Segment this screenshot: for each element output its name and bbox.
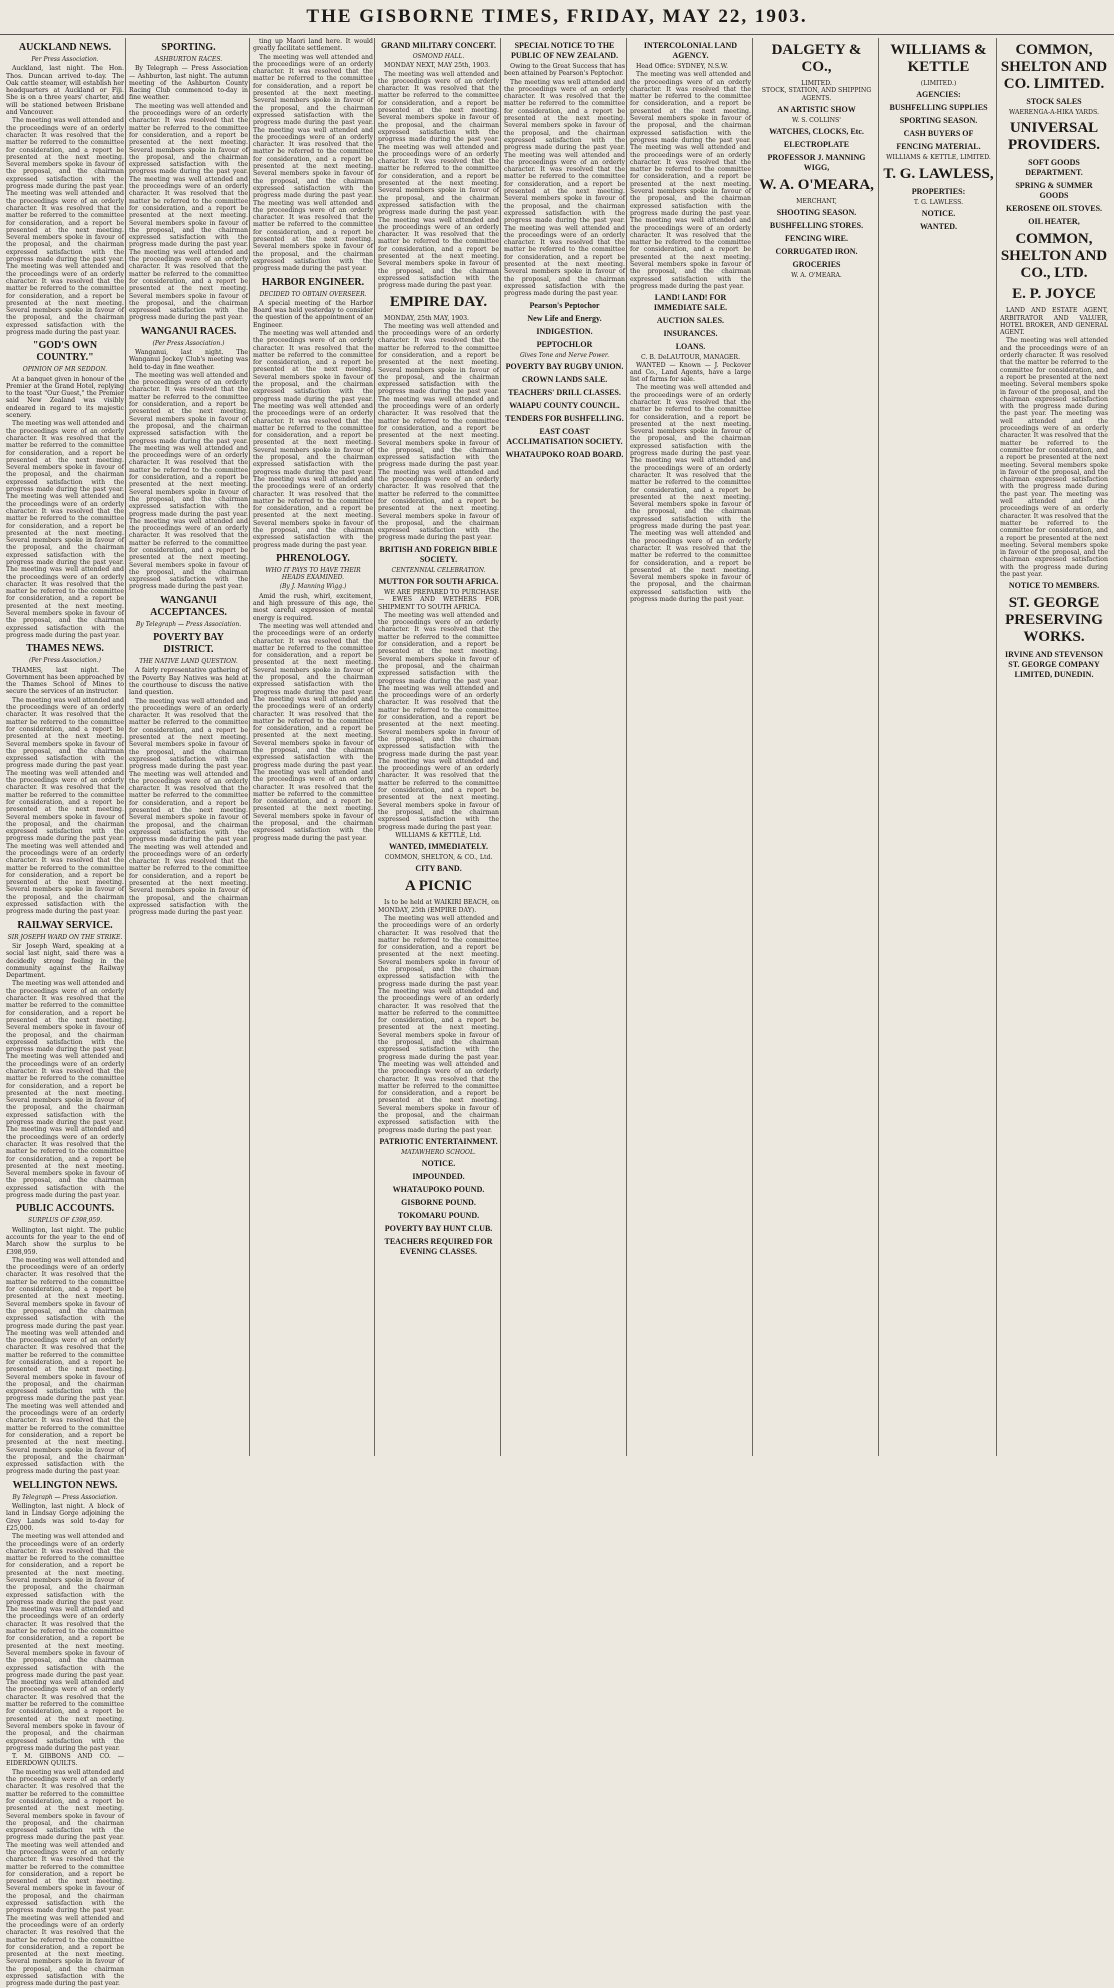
masthead <box>0 0 1114 35</box>
body-text-texture: The meeting was well attended and the proceedings were of an orderly character. It was resolved that the matter be referred to the committee for consideration, and a report be presented at the next meeting. Several members spoke in favour of the proposal, and the chairman expressed satisfaction with the progress made during the past year. The meeting was well attended and the proceedings were of an orderly character. It was resolved that the matter be referred to the committee for consideration, and a report be presented at the next meeting. Several members spoke in favour of the proposal, and the chairman expressed satisfaction with the progress made during the past year. The meeting was well attended and the proceedings were of an orderly character. It was resolved that the matter be referred to the committee for consideration, and a report be presented at the next meeting. Several members spoke in favour of the proposal, and the chairman expressed satisfaction with the progress made during the past year. <box>504 78 625 298</box>
heading: POVERTY BAY DISTRICT. <box>153 632 224 656</box>
article-paragraph: WANTED — Known — J. Peckover and Co., Land Agents, have a large list of farms for sale. <box>630 361 751 384</box>
heading: W. A. O'MEARA, <box>759 177 874 194</box>
heading: INSURANCES. <box>663 329 718 339</box>
heading: SHOOTING SEASON. <box>776 208 857 218</box>
subheading: (By J. Manning Wigg.) <box>279 583 347 591</box>
subheading: Per Press Association. <box>31 56 99 63</box>
column-1 <box>6 38 124 1988</box>
heading: TENDERS FOR BUSHFELLING. <box>505 413 624 423</box>
column-7 <box>756 38 877 1456</box>
heading: AGENCIES: <box>916 90 961 100</box>
subheading: OSMOND HALL. <box>412 53 465 60</box>
article-paragraph: Is to be held at WAIKIRI BEACH, on MONDAY, 25th (EMPIRE DAY). <box>378 899 499 914</box>
body-text-texture: The meeting was well attended and the proceedings were of an orderly character. It was resolved that the matter be referred to the committee for consideration, and a report be presented at the next meeting. Several members spoke in favour of the proposal, and the chairman expressed satisfaction with the progress made during the past year. The meeting was well attended and the proceedings were of an orderly character. It was resolved that the matter be referred to the committee for consideration, and a report be presented at the next meeting. Several members spoke in favour of the proposal, and the chairman expressed satisfaction with the progress made during the past year. The meeting was well attended and the proceedings were of an orderly character. It was resolved that the matter be referred to the committee for consideration, and a report be presented at the next meeting. Several members spoke in favour of the proposal, and the chairman expressed satisfaction with the progress made during the past year. <box>630 384 751 603</box>
article-paragraph: At a banquet given in honour of the Premier at the Grand Hotel, replying to the toast "Our Guest," the Premier said New Zealand was visibly endeared in regard to its majestic scenery. <box>6 375 124 420</box>
heading: "GOD'S OWN COUNTRY." <box>32 340 98 364</box>
column-2 <box>129 38 248 1456</box>
subheading: By Telegraph — Press Association. <box>12 1493 118 1501</box>
subheading: DECIDED TO OBTAIN OVERSEER. <box>259 290 367 298</box>
heading: GISBORNE POUND. <box>401 1198 476 1208</box>
column-9 <box>1000 38 1108 1456</box>
column-5 <box>504 38 625 1456</box>
heading: COMMON, SHELTON AND CO. LIMITED. <box>1000 42 1108 92</box>
heading: UNIVERSAL PROVIDERS. <box>1007 120 1101 154</box>
subheading: By Telegraph — Press Association. <box>135 620 242 628</box>
body-text-texture: The meeting was well attended and the proceedings were of an orderly character. It was resolved that the matter be referred to the committee for consideration, and a report be presented at the next meeting. Several members spoke in favour of the proposal, and the chairman expressed satisfaction with the progress made during the past year. The meeting was well attended and the proceedings were of an orderly character. It was resolved that the matter be referred to the committee for consideration, and a report be presented at the next meeting. Several members spoke in favour of the proposal, and the chairman expressed satisfaction with the progress made during the past year. The meeting was well attended and the proceedings were of an orderly character. It was resolved that the matter be referred to the committee for consideration, and a report be presented at the next meeting. Several members spoke in favour of the proposal, and the chairman expressed satisfaction with the progress made during the past year. <box>6 980 124 1200</box>
column-rule <box>626 38 627 1456</box>
heading: GRAND MILITARY CONCERT. <box>380 41 497 50</box>
heading: AUCKLAND NEWS. <box>18 42 112 53</box>
column-rule <box>500 38 501 1456</box>
heading: W. S. COLLINS' <box>792 116 841 124</box>
heading: SOFT GOODS DEPARTMENT. <box>1025 158 1083 178</box>
heading: WHATAUPOKO POUND. <box>392 1185 485 1195</box>
body-text-texture: The meeting was well attended and the proceedings were of an orderly character. It was resolved that the matter be referred to the committee for consideration, and a report be presented at the next meeting. Several members spoke in favour of the proposal, and the chairman expressed satisfaction with the progress made during the past year. The meeting was well attended and the proceedings were of an orderly character. It was resolved that the matter be referred to the committee for consideration, and a report be presented at the next meeting. Several members spoke in favour of the proposal, and the chairman expressed satisfaction with the progress made during the past year. The meeting was well attended and the proceedings were of an orderly character. It was resolved that the matter be referred to the committee for consideration, and a report be presented at the next meeting. Several members spoke in favour of the proposal, and the chairman expressed satisfaction with the progress made during the past year. <box>630 71 751 290</box>
column-6 <box>630 38 751 1456</box>
heading: WELLINGTON NEWS. <box>12 1479 118 1491</box>
heading: INDIGESTION. <box>536 326 593 336</box>
column-3 <box>253 38 373 1456</box>
body-text-texture: The meeting was well attended and the proceedings were of an orderly character. It was resolved that the matter be referred to the committee for consideration, and a report be presented at the next meeting. Several members spoke in favour of the proposal, and the chairman expressed satisfaction with the progress made during the past year. The meeting was well attended and the proceedings were of an orderly character. It was resolved that the matter be referred to the committee for consideration, and a report be presented at the next meeting. Several members spoke in favour of the proposal, and the chairman expressed satisfaction with the progress made during the past year. The meeting was well attended and the proceedings were of an orderly character. It was resolved that the matter be referred to the committee for consideration, and a report be presented at the next meeting. Several members spoke in favour of the proposal, and the chairman expressed satisfaction with the progress made during the past year. <box>253 622 373 842</box>
body-text-texture: The meeting was well attended and the proceedings were of an orderly character. It was resolved that the matter be referred to the committee for consideration, and a report be presented at the next meeting. Several members spoke in favour of the proposal, and the chairman expressed satisfaction with the progress made during the past year. The meeting was well attended and the proceedings were of an orderly character. It was resolved that the matter be referred to the committee for consideration, and a report be presented at the next meeting. Several members spoke in favour of the proposal, and the chairman expressed satisfaction with the progress made during the past year. The meeting was well attended and the proceedings were of an orderly character. It was resolved that the matter be referred to the committee for consideration, and a report be presented at the next meeting. Several members spoke in favour of the proposal, and the chairman expressed satisfaction with the progress made during the past year. <box>378 611 499 831</box>
subheading: CENTENNIAL CELEBRATION. <box>391 566 486 574</box>
heading: INTERCOLONIAL LAND AGENCY. <box>643 41 738 60</box>
heading: SPORTING SEASON. <box>899 116 978 126</box>
heading: WATCHES, CLOCKS, Etc. <box>769 127 864 137</box>
heading: SPORTING. <box>161 42 216 53</box>
body-text-texture: The meeting was well attended and the proceedings were of an orderly character. It was resolved that the matter be referred to the committee for consideration, and a report be presented at the next meeting. Several members spoke in favour of the proposal, and the chairman expressed satisfaction with the progress made during the past year. The meeting was well attended and the proceedings were of an orderly character. It was resolved that the matter be referred to the committee for consideration, and a report be presented at the next meeting. Several members spoke in favour of the proposal, and the chairman expressed satisfaction with the progress made during the past year. The meeting was well attended and the proceedings were of an orderly character. It was resolved that the matter be referred to the committee for consideration, and a report be presented at the next meeting. Several members spoke in favour of the proposal, and the chairman expressed satisfaction with the progress made during the past year. <box>378 322 499 542</box>
body-text-texture: The meeting was well attended and the proceedings were of an orderly character. It was resolved that the matter be referred to the committee for consideration, and a report be presented at the next meeting. Several members spoke in favour of the proposal, and the chairman expressed satisfaction with the progress made during the past year. The meeting was well attended and the proceedings were of an orderly character. It was resolved that the matter be referred to the committee for consideration, and a report be presented at the next meeting. Several members spoke in favour of the proposal, and the chairman expressed satisfaction with the progress made during the past year. The meeting was well attended and the proceedings were of an orderly character. It was resolved that the matter be referred to the committee for consideration, and a report be presented at the next meeting. Several members spoke in favour of the proposal, and the chairman expressed satisfaction with the progress made during the past year. <box>129 371 248 591</box>
article-paragraph: Head Office: SYDNEY, N.S.W. <box>636 63 728 70</box>
heading: NOTICE. <box>921 208 956 218</box>
column-rule <box>125 38 126 1456</box>
heading: WANTED. <box>919 221 958 231</box>
heading: STOCK, STATION, AND SHIPPING AGENTS. <box>761 87 872 102</box>
column-rule <box>878 38 879 1456</box>
heading: W. A. O'MEARA. <box>791 272 842 280</box>
heading: PROFESSOR J. MANNING WIGG, <box>767 153 866 173</box>
subheading: (Per Press Association.) <box>29 657 101 665</box>
heading: WHATAUPOKO ROAD BOARD. <box>505 449 624 459</box>
heading: PEPTOCHLOR <box>536 339 593 349</box>
heading: SPECIAL NOTICE TO THE PUBLIC OF NEW ZEALAND. <box>510 41 619 60</box>
heading: TOKOMARU POUND. <box>397 1211 480 1221</box>
column-rule <box>374 38 375 1456</box>
heading: ELECTROPLATE <box>783 140 850 150</box>
heading: COMMON, SHELTON, & CO., Ltd. <box>384 854 493 862</box>
heading: NOTICE TO MEMBERS. <box>1008 581 1100 591</box>
subheading: SURPLUS OF £398,959. <box>28 1217 102 1225</box>
body-text-texture: The meeting was well attended and the proceedings were of an orderly character. It was resolved that the matter be referred to the committee for consideration, and a report be presented at the next meeting. Several members spoke in favour of the proposal, and the chairman expressed satisfaction with the progress made during the past year. The meeting was well attended and the proceedings were of an orderly character. It was resolved that the matter be referred to the committee for consideration, and a report be presented at the next meeting. Several members spoke in favour of the proposal, and the chairman expressed satisfaction with the progress made during the past year. The meeting was well attended and the proceedings were of an orderly character. It was resolved that the matter be referred to the committee for consideration, and a report be presented at the next meeting. Several members spoke in favour of the proposal, and the chairman expressed satisfaction with the progress made during the past year. <box>1000 337 1108 578</box>
subheading: Gives Tone and Nerve Power. <box>519 351 610 359</box>
body-text-texture: The meeting was well attended and the proceedings were of an orderly character. It was resolved that the matter be referred to the committee for consideration, and a report be presented at the next meeting. Several members spoke in favour of the proposal, and the chairman expressed satisfaction with the progress made during the past year. The meeting was well attended and the proceedings were of an orderly character. It was resolved that the matter be referred to the committee for consideration, and a report be presented at the next meeting. Several members spoke in favour of the proposal, and the chairman expressed satisfaction with the progress made during the past year. The meeting was well attended and the proceedings were of an orderly character. It was resolved that the matter be referred to the committee for consideration, and a report be presented at the next meeting. Several members spoke in favour of the proposal, and the chairman expressed satisfaction with the progress made during the past year. <box>6 420 124 639</box>
heading: OIL HEATER, <box>1028 217 1080 227</box>
heading: E. P. JOYCE <box>1012 286 1096 303</box>
article-paragraph: A special meeting of the Harbor Board was held yesterday to consider the question of the appointment of an Engineer. <box>253 299 373 329</box>
heading: RAILWAY SERVICE. <box>17 919 113 931</box>
heading: WANGANUI ACCEPTANCES. <box>150 594 227 618</box>
heading: WILLIAMS & KETTLE, Ltd. <box>395 831 482 839</box>
subheading: ASHBURTON RACES. <box>154 56 223 63</box>
heading: MERCHANT, <box>796 198 837 206</box>
heading: WILLIAMS & KETTLE <box>890 42 987 75</box>
subheading: OPINION OF MR SEDDON. <box>22 366 108 374</box>
heading: (LIMITED.) <box>920 80 957 87</box>
heading: WAIAPU COUNTY COUNCIL. <box>509 400 620 410</box>
article-paragraph: T. M. GIBBONS AND CO. — EIDERDOWN QUILTS. <box>6 1753 124 1768</box>
article-paragraph: MONDAY, 25th MAY, 1903. <box>384 314 470 322</box>
article-paragraph: WE ARE PREPARED TO PURCHASE — EWES AND WETHERS FOR SHIPMENT TO SOUTH AFRICA. <box>378 589 499 611</box>
body-text-texture: The meeting was well attended and the proceedings were of an orderly character. It was resolved that the matter be referred to the committee for consideration, and a report be presented at the next meeting. Several members spoke in favour of the proposal, and the chairman expressed satisfaction with the progress made during the past year. The meeting was well attended and the proceedings were of an orderly character. It was resolved that the matter be referred to the committee for consideration, and a report be presented at the next meeting. Several members spoke in favour of the proposal, and the chairman expressed satisfaction with the progress made during the past year. The meeting was well attended and the proceedings were of an orderly character. It was resolved that the matter be referred to the committee for consideration, and a report be presented at the next meeting. Several members spoke in favour of the proposal, and the chairman expressed satisfaction with the progress made during the past year. <box>6 117 124 336</box>
article-paragraph: Amid the rush, whirl, excitement, and high pressure of this age, the most careful expression of mental energy is required. <box>253 592 373 622</box>
heading: TEACHERS' DRILL CLASSES. <box>508 387 621 397</box>
heading: BUSHFELLING STORES. <box>769 221 864 231</box>
heading: T. G. LAWLESS. <box>913 198 964 206</box>
column-8 <box>882 38 995 1456</box>
heading: AUCTION SALES. <box>656 316 725 326</box>
heading: WILLIAMS & KETTLE, LIMITED. <box>886 154 991 162</box>
heading: WAERENGA-A-HIKA YARDS. <box>1008 109 1099 116</box>
heading: MUTTON FOR SOUTH AFRICA. <box>378 577 499 586</box>
article-paragraph: Wellington, last night. The public accounts for the year to the end of March show the surplus to be £398,959. <box>6 1226 124 1256</box>
heading: GROCERIES <box>792 260 841 270</box>
heading: HARBOR ENGINEER. <box>261 276 365 288</box>
heading: WANGANUI RACES. <box>140 325 237 337</box>
body-text-texture: The meeting was well attended and the proceedings were of an orderly character. It was resolved that the matter be referred to the committee for consideration, and a report be presented at the next meeting. Several members spoke in favour of the proposal, and the chairman expressed satisfaction with the progress made during the past year. The meeting was well attended and the proceedings were of an orderly character. It was resolved that the matter be referred to the committee for consideration, and a report be presented at the next meeting. Several members spoke in favour of the proposal, and the chairman expressed satisfaction with the progress made during the past year. The meeting was well attended and the proceedings were of an orderly character. It was resolved that the matter be referred to the committee for consideration, and a report be presented at the next meeting. Several members spoke in favour of the proposal, and the chairman expressed satisfaction with the progress made during the past year. <box>129 102 248 322</box>
article-paragraph: LAND AND ESTATE AGENT, ARBITRATOR AND VALUER, HOTEL BROKER, AND GENERAL AGENT. <box>1000 307 1108 337</box>
heading: POVERTY BAY RUGBY UNION. <box>505 361 624 371</box>
column-rule <box>996 38 997 1456</box>
body-text-texture: The meeting was well attended and the proceedings were of an orderly character. It was resolved that the matter be referred to the committee for consideration, and a report be presented at the next meeting. Several members spoke in favour of the proposal, and the chairman expressed satisfaction with the progress made during the past year. The meeting was well attended and the proceedings were of an orderly character. It was resolved that the matter be referred to the committee for consideration, and a report be presented at the next meeting. Several members spoke in favour of the proposal, and the chairman expressed satisfaction with the progress made during the past year. The meeting was well attended and the proceedings were of an orderly character. It was resolved that the matter be referred to the committee for consideration, and a report be presented at the next meeting. Several members spoke in favour of the proposal, and the chairman expressed satisfaction with the progress made during the past year. <box>253 53 373 273</box>
article-paragraph: Wellington, last night. A block of land in Lindsay Gorge adjoining the Grey Lands was sold to-day for £25,000. <box>6 1503 124 1532</box>
heading: BRITISH AND FOREIGN BIBLE SOCIETY. <box>379 544 498 564</box>
heading: STOCK SALES <box>1026 97 1082 106</box>
heading: DALGETY & CO., <box>771 42 862 75</box>
article-paragraph: MONDAY NEXT, MAY 25th, 1903. <box>384 62 491 70</box>
heading: Pearson's Peptochor <box>529 300 600 310</box>
heading: SPRING & SUMMER GOODS <box>1015 181 1093 201</box>
subheading: THE NATIVE LAND QUESTION. <box>139 658 238 666</box>
body-text-texture: The meeting was well attended and the proceedings were of an orderly character. It was resolved that the matter be referred to the committee for consideration, and a report be presented at the next meeting. Several members spoke in favour of the proposal, and the chairman expressed satisfaction with the progress made during the past year. The meeting was well attended and the proceedings were of an orderly character. It was resolved that the matter be referred to the committee for consideration, and a report be presented at the next meeting. Several members spoke in favour of the proposal, and the chairman expressed satisfaction with the progress made during the past year. The meeting was well attended and the proceedings were of an orderly character. It was resolved that the matter be referred to the committee for consideration, and a report be presented at the next meeting. Several members spoke in favour of the proposal, and the chairman expressed satisfaction with the progress made during the past year. <box>378 914 499 1134</box>
subheading: MATAWHERO SCHOOL. <box>401 1148 476 1156</box>
masthead-title: THE GISBORNE TIMES, FRIDAY, MAY 22, 1903. <box>306 6 808 27</box>
article-paragraph: Auckland, last night. The Hon. Thos. Duncan arrived to-day. The Oak cattle steamer, will establish her headquarters at Auckland or Fiji. She is on a three years' charter, and will be stationed between Brisbane and Vancouver. <box>6 65 124 117</box>
heading: POVERTY BAY HUNT CLUB. <box>384 1224 493 1234</box>
heading: ST. GEORGE PRESERVING WORKS. <box>1005 595 1103 646</box>
body-text-texture: The meeting was well attended and the proceedings were of an orderly character. It was resolved that the matter be referred to the committee for consideration, and a report be presented at the next meeting. Several members spoke in favour of the proposal, and the chairman expressed satisfaction with the progress made during the past year. The meeting was well attended and the proceedings were of an orderly character. It was resolved that the matter be referred to the committee for consideration, and a report be presented at the next meeting. Several members spoke in favour of the proposal, and the chairman expressed satisfaction with the progress made during the past year. The meeting was well attended and the proceedings were of an orderly character. It was resolved that the matter be referred to the committee for consideration, and a report be presented at the next meeting. Several members spoke in favour of the proposal, and the chairman expressed satisfaction with the progress made during the past year. <box>6 1768 124 1988</box>
article-paragraph: ting up Maori land here. It would greatly facilitate settlement. <box>253 38 373 53</box>
heading: NOTICE. <box>421 1159 456 1169</box>
heading: FENCING WIRE. <box>785 234 848 244</box>
heading: LIMITED. <box>801 80 832 87</box>
heading: LAND! LAND! FOR IMMEDIATE SALE. <box>653 293 728 313</box>
heading: PUBLIC ACCOUNTS. <box>15 1203 115 1215</box>
subheading: (Per Press Association.) <box>152 339 225 347</box>
heading: PATRIOTIC ENTERTAINMENT. <box>379 1136 498 1146</box>
heading: BUSHFELLING SUPPLIES <box>889 103 988 113</box>
heading: IRVINE AND STEVENSON ST. GEORGE COMPANY LIMITED, DUNEDIN. <box>1005 650 1103 680</box>
article-paragraph: Sir Joseph Ward, speaking at a social last night, said there was a decidedly strong feeling in the community against the Railway Department. <box>6 942 124 980</box>
heading: LOANS. <box>675 342 706 352</box>
heading: C. B. DeLAUTOUR, MANAGER. <box>640 354 741 362</box>
body-text-texture: The meeting was well attended and the proceedings were of an orderly character. It was resolved that the matter be referred to the committee for consideration, and a report be presented at the next meeting. Several members spoke in favour of the proposal, and the chairman expressed satisfaction with the progress made during the past year. The meeting was well attended and the proceedings were of an orderly character. It was resolved that the matter be referred to the committee for consideration, and a report be presented at the next meeting. Several members spoke in favour of the proposal, and the chairman expressed satisfaction with the progress made during the past year. The meeting was well attended and the proceedings were of an orderly character. It was resolved that the matter be referred to the committee for consideration, and a report be presented at the next meeting. Several members spoke in favour of the proposal, and the chairman expressed satisfaction with the progress made during the past year. <box>253 329 373 549</box>
heading: CROWN LANDS SALE. <box>521 374 608 384</box>
column-4 <box>378 38 499 1456</box>
article-paragraph: THAMES, last night. The Government has been approached by the Thames School of Mines to secure the services of an instructor. <box>6 666 124 696</box>
column-rule <box>752 38 753 1456</box>
body-text-texture: The meeting was well attended and the proceedings were of an orderly character. It was resolved that the matter be referred to the committee for consideration, and a report be presented at the next meeting. Several members spoke in favour of the proposal, and the chairman expressed satisfaction with the progress made during the past year. The meeting was well attended and the proceedings were of an orderly character. It was resolved that the matter be referred to the committee for consideration, and a report be presented at the next meeting. Several members spoke in favour of the proposal, and the chairman expressed satisfaction with the progress made during the past year. The meeting was well attended and the proceedings were of an orderly character. It was resolved that the matter be referred to the committee for consideration, and a report be presented at the next meeting. Several members spoke in favour of the proposal, and the chairman expressed satisfaction with the progress made during the past year. <box>6 1256 124 1476</box>
heading: CASH BUYERS OF <box>903 129 974 139</box>
heading: THAMES NEWS. <box>26 643 104 655</box>
heading: PROPERTIES: <box>911 186 966 196</box>
heading: COMMON, SHELTON AND CO., LTD. <box>1000 231 1108 282</box>
heading: AN ARTISTIC SHOW <box>777 104 856 114</box>
heading: A PICNIC <box>404 878 473 895</box>
body-text-texture: The meeting was well attended and the proceedings were of an orderly character. It was resolved that the matter be referred to the committee for consideration, and a report be presented at the next meeting. Several members spoke in favour of the proposal, and the chairman expressed satisfaction with the progress made during the past year. The meeting was well attended and the proceedings were of an orderly character. It was resolved that the matter be referred to the committee for consideration, and a report be presented at the next meeting. Several members spoke in favour of the proposal, and the chairman expressed satisfaction with the progress made during the past year. The meeting was well attended and the proceedings were of an orderly character. It was resolved that the matter be referred to the committee for consideration, and a report be presented at the next meeting. Several members spoke in favour of the proposal, and the chairman expressed satisfaction with the progress made during the past year. <box>6 1533 124 1752</box>
heading: EMPIRE DAY. <box>389 293 488 310</box>
heading: IMPOUNDED. <box>412 1172 465 1182</box>
heading: CORRUGATED IRON. <box>775 247 858 257</box>
heading: New Life and Energy. <box>527 313 602 323</box>
heading: FENCING MATERIAL. <box>896 142 981 152</box>
heading: TEACHERS REQUIRED FOR EVENING CLASSES. <box>384 1237 493 1257</box>
heading: PHRENOLOGY. <box>276 552 350 564</box>
subheading: SIR JOSEPH WARD ON THE STRIKE. <box>7 933 123 941</box>
article-paragraph: A fairly representative gathering of the Poverty Bay Natives was held at the courthouse to discuss the native land question. <box>129 667 248 697</box>
column-rule <box>249 38 250 1456</box>
article-paragraph: By Telegraph — Press Association — Ashburton, last night. The autumn meeting of the Ashburton County Racing Club commenced to-day in fine weather. <box>129 65 248 102</box>
subheading: WHO IT PAYS TO HAVE THEIR HEADS EXAMINED. <box>265 566 361 582</box>
body-text-texture: The meeting was well attended and the proceedings were of an orderly character. It was resolved that the matter be referred to the committee for consideration, and a report be presented at the next meeting. Several members spoke in favour of the proposal, and the chairman expressed satisfaction with the progress made during the past year. The meeting was well attended and the proceedings were of an orderly character. It was resolved that the matter be referred to the committee for consideration, and a report be presented at the next meeting. Several members spoke in favour of the proposal, and the chairman expressed satisfaction with the progress made during the past year. The meeting was well attended and the proceedings were of an orderly character. It was resolved that the matter be referred to the committee for consideration, and a report be presented at the next meeting. Several members spoke in favour of the proposal, and the chairman expressed satisfaction with the progress made during the past year. <box>129 697 248 917</box>
heading: T. G. LAWLESS, <box>883 165 994 182</box>
body-text-texture: The meeting was well attended and the proceedings were of an orderly character. It was resolved that the matter be referred to the committee for consideration, and a report be presented at the next meeting. Several members spoke in favour of the proposal, and the chairman expressed satisfaction with the progress made during the past year. The meeting was well attended and the proceedings were of an orderly character. It was resolved that the matter be referred to the committee for consideration, and a report be presented at the next meeting. Several members spoke in favour of the proposal, and the chairman expressed satisfaction with the progress made during the past year. The meeting was well attended and the proceedings were of an orderly character. It was resolved that the matter be referred to the committee for consideration, and a report be presented at the next meeting. Several members spoke in favour of the proposal, and the chairman expressed satisfaction with the progress made during the past year. <box>6 696 124 916</box>
heading: WANTED, IMMEDIATELY. <box>388 842 489 852</box>
article-paragraph: Owing to the Great Success that has been attained by Pearson's Peptochor. <box>504 63 625 78</box>
article-paragraph: Wanganui, last night. The Wanganui Jockey Club's meeting was held to-day in fine weather. <box>129 348 248 371</box>
heading: CITY BAND. <box>415 864 462 874</box>
body-text-texture: The meeting was well attended and the proceedings were of an orderly character. It was resolved that the matter be referred to the committee for consideration, and a report be presented at the next meeting. Several members spoke in favour of the proposal, and the chairman expressed satisfaction with the progress made during the past year. The meeting was well attended and the proceedings were of an orderly character. It was resolved that the matter be referred to the committee for consideration, and a report be presented at the next meeting. Several members spoke in favour of the proposal, and the chairman expressed satisfaction with the progress made during the past year. The meeting was well attended and the proceedings were of an orderly character. It was resolved that the matter be referred to the committee for consideration, and a report be presented at the next meeting. Several members spoke in favour of the proposal, and the chairman expressed satisfaction with the progress made during the past year. <box>378 70 499 290</box>
heading: KEROSENE OIL STOVES. <box>1005 204 1103 214</box>
heading: EAST COAST ACCLIMATISATION SOCIETY. <box>506 426 623 446</box>
